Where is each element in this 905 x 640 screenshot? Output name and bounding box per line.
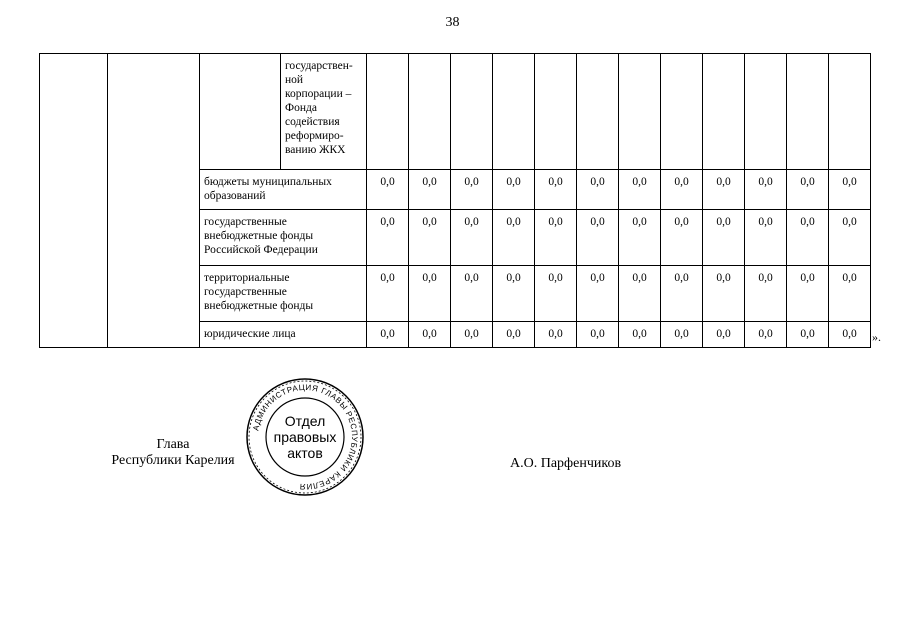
value-cell	[829, 54, 871, 170]
value-cell: 0,0	[703, 266, 745, 322]
value-cell	[535, 54, 577, 170]
value-cell: 0,0	[409, 170, 451, 210]
value-cell: 0,0	[451, 170, 493, 210]
value-cell	[661, 54, 703, 170]
value-cell: 0,0	[535, 322, 577, 348]
row-label: территориальные государственные внебюджетные фонды	[200, 266, 367, 322]
value-cell: 0,0	[703, 210, 745, 266]
signature-title-line1: Глава	[156, 437, 190, 452]
value-cell	[703, 54, 745, 170]
value-cell: 0,0	[619, 322, 661, 348]
source-group-cell	[200, 54, 281, 170]
value-cell: 0,0	[367, 210, 409, 266]
stamp-ring-text: АДМИНИСТРАЦИЯ ГЛАВЫ РЕСПУБЛИКИ КАРЕЛИЯ	[251, 382, 360, 492]
value-cell: 0,0	[493, 210, 535, 266]
row-label: государственные внебюджетные фонды Российской Федерации	[200, 210, 367, 266]
value-cell: 0,0	[745, 322, 787, 348]
value-cell: 0,0	[661, 322, 703, 348]
value-cell	[787, 54, 829, 170]
value-cell: 0,0	[451, 266, 493, 322]
value-cell: 0,0	[451, 210, 493, 266]
value-cell: 0,0	[409, 322, 451, 348]
value-cell: 0,0	[661, 210, 703, 266]
signature-title	[110, 437, 236, 469]
value-cell	[745, 54, 787, 170]
value-cell: 0,0	[829, 266, 871, 322]
value-cell: 0,0	[367, 170, 409, 210]
value-cell: 0,0	[619, 210, 661, 266]
stamp-line3: актов	[287, 445, 323, 461]
official-stamp	[244, 376, 366, 498]
value-cell: 0,0	[577, 170, 619, 210]
value-cell: 0,0	[829, 210, 871, 266]
value-cell: 0,0	[493, 170, 535, 210]
signatory-name: А.О. Парфенчиков	[510, 456, 622, 471]
closing-quote: ».	[872, 330, 881, 344]
value-cell: 0,0	[493, 266, 535, 322]
sub-row-label: государствен- ной корпорации – Фонда содействия реформиро- ванию ЖКХ	[281, 54, 367, 170]
value-cell: 0,0	[787, 266, 829, 322]
value-cell: 0,0	[577, 210, 619, 266]
value-cell	[577, 54, 619, 170]
value-cell: 0,0	[787, 322, 829, 348]
row-label: бюджеты муниципальных образований	[200, 170, 367, 210]
table-row	[40, 54, 871, 170]
value-cell: 0,0	[619, 266, 661, 322]
value-cell: 0,0	[367, 266, 409, 322]
value-cell	[493, 54, 535, 170]
value-cell: 0,0	[451, 322, 493, 348]
value-cell: 0,0	[409, 266, 451, 322]
value-cell: 0,0	[493, 322, 535, 348]
value-cell: 0,0	[745, 210, 787, 266]
value-cell: 0,0	[577, 266, 619, 322]
value-cell: 0,0	[409, 210, 451, 266]
value-cell: 0,0	[535, 210, 577, 266]
row-label: юридические лица	[200, 322, 367, 348]
value-cell: 0,0	[745, 266, 787, 322]
merged-name-cell	[108, 54, 200, 348]
signature-title-line2: Республики Карелия	[111, 453, 235, 468]
value-cell: 0,0	[829, 322, 871, 348]
value-cell: 0,0	[535, 266, 577, 322]
value-cell	[409, 54, 451, 170]
merged-number-cell	[40, 54, 108, 348]
value-cell	[451, 54, 493, 170]
value-cell: 0,0	[703, 170, 745, 210]
value-cell: 0,0	[535, 170, 577, 210]
value-cell: 0,0	[787, 170, 829, 210]
value-cell: 0,0	[367, 322, 409, 348]
stamp-line1: Отдел	[284, 413, 326, 429]
value-cell	[619, 54, 661, 170]
value-cell: 0,0	[745, 170, 787, 210]
value-cell: 0,0	[787, 210, 829, 266]
stamp-line2: правовых	[273, 429, 337, 445]
financing-table	[39, 53, 871, 348]
value-cell: 0,0	[661, 170, 703, 210]
value-cell: 0,0	[661, 266, 703, 322]
value-cell	[367, 54, 409, 170]
value-cell: 0,0	[829, 170, 871, 210]
value-cell: 0,0	[619, 170, 661, 210]
value-cell: 0,0	[577, 322, 619, 348]
page-number: 38	[445, 15, 460, 30]
value-cell: 0,0	[703, 322, 745, 348]
